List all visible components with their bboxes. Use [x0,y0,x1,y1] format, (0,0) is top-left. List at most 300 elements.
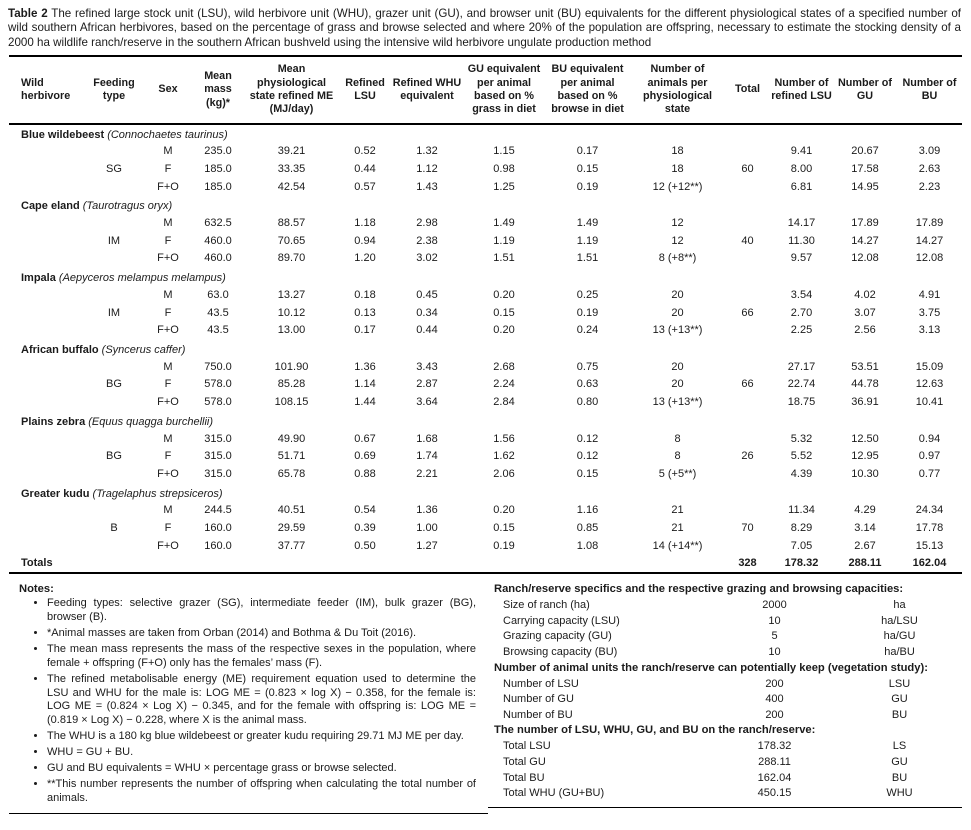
cell-bu-equivalent: 1.49 [576,217,599,230]
cell-sex: F+O [157,395,179,408]
cell-number-refined-lsu: 8.29 [790,521,813,534]
cell-sex [144,554,192,573]
physiological-state-row [9,447,962,465]
cell-gu-equivalent: 1.15 [493,145,515,158]
cell-feeding-type: SG [106,163,122,176]
cell-total [725,143,770,161]
cell-state-me: 39.21 [277,145,306,158]
cell-number-bu: 2.23 [918,180,941,193]
cell-state-me: 13.00 [277,324,306,337]
cell-feeding-type [84,465,144,483]
cell-sex: M [163,288,173,301]
cell-number-refined-lsu: 4.39 [790,467,813,480]
table-body [9,124,962,574]
physiological-state-row [9,160,962,178]
cell-animals-per-state: 21 [671,504,684,517]
ranch-info-row [494,771,962,787]
ranch-info-row [494,614,962,630]
cell-herbivore [9,286,84,304]
physiological-state-row [9,465,962,483]
cell-mean-mass: 185.0 [204,163,232,176]
cell-total [725,465,770,483]
cell-number-gu: 17.89 [851,217,879,230]
cell-animals-per-state: 8 [674,432,681,445]
cell-mean-mass: 160.0 [204,521,232,534]
cell-state-me: 65.78 [277,467,306,480]
cell-refined-lsu: 0.67 [354,432,376,445]
cell-bu-equivalent: 1.08 [576,539,599,552]
cell-total: 70 [741,521,754,534]
column-header: Mean physiological state refined ME (MJ/day) [249,63,334,116]
species-scientific-name: (Tragelaphus strepsiceros) [89,487,223,500]
totals-row [9,554,962,573]
cell-bu-equivalent: 0.24 [576,324,599,337]
cell-mean-mass: 315.0 [204,467,232,480]
species-common-name: Cape eland [21,200,80,213]
cell-number-bu: 12.63 [915,378,944,391]
cell-sex: F+O [157,539,179,552]
ranch-row-unit: ha [893,599,906,612]
cell-refined-whu [391,554,463,573]
cell-herbivore [9,465,84,483]
cell-gu-equivalent: 0.15 [493,306,515,319]
species-name-cell [9,411,962,430]
cell-state-me: 89.70 [277,252,306,265]
cell-feeding-type [84,554,144,573]
column-header: Refined WHU equivalent [392,76,462,102]
column-header: Feeding type [93,76,135,102]
cell-feeding-type [84,537,144,555]
cell-herbivore [9,447,84,465]
cell-gu-equivalent: 0.20 [493,504,515,517]
cell-refined-whu: 0.45 [416,288,438,301]
cell-number-bu: 2.63 [918,163,941,176]
cell-number-gu: 10.30 [851,467,879,480]
cell-feeding-type [84,286,144,304]
species-row [9,483,962,502]
cell-refined-lsu [339,554,391,573]
ranch-row-unit: BU [891,771,908,784]
cell-refined-lsu: 0.44 [354,163,376,176]
species-row [9,267,962,286]
ranch-section-heading: Ranch/reserve specifics and the respective grazing and browsing capacities: [494,583,904,596]
species-row [9,195,962,214]
cell-sex: F [164,378,172,391]
ranch-row-value: 10 [768,614,781,627]
cell-bu-equivalent: 1.16 [576,504,599,517]
physiological-state-row [9,143,962,161]
cell-bu-equivalent: 0.12 [576,432,599,445]
cell-herbivore [9,232,84,250]
cell-number-gu: 12.95 [851,450,879,463]
cell-sex: F [164,521,172,534]
cell-number-bu: 3.09 [918,145,941,158]
cell-mean-mass: 160.0 [204,539,232,552]
ranch-info-row [494,598,962,614]
cell-bu-equivalent: 0.80 [576,395,599,408]
cell-total: 40 [741,234,754,247]
species-name-cell [9,483,962,502]
cell-number-refined-lsu: 178.32 [784,557,819,570]
species-common-name: Impala [21,272,56,285]
cell-feeding-type [84,358,144,376]
cell-number-gu: 36.91 [851,395,879,408]
cell-total [725,250,770,268]
physiological-state-row [9,232,962,250]
cell-mean-mass: 43.5 [207,324,229,337]
cell-refined-whu: 1.36 [416,504,438,517]
cell-sex: M [163,217,173,230]
cell-animals-per-state: 13 (+13**) [652,395,703,408]
cell-feeding-type: B [110,521,118,534]
cell-state-me: 10.12 [277,306,306,319]
cell-gu-equivalent: 2.06 [493,467,515,480]
cell-feeding-type: IM [107,234,121,247]
cell-herbivore [9,160,84,178]
cell-total [725,358,770,376]
cell-animals-per-state: 20 [671,306,684,319]
cell-mean-mass: 315.0 [204,450,232,463]
cell-number-gu: 44.78 [851,378,879,391]
cell-refined-whu: 3.02 [416,252,438,265]
ranch-row-label: Total LSU [503,740,551,753]
cell-sex: M [163,360,173,373]
cell-feeding-type [84,214,144,232]
cell-bu-equivalent: 0.75 [576,360,599,373]
cell-total [725,214,770,232]
cell-total: 60 [741,163,754,176]
physiological-state-row [9,250,962,268]
physiological-state-row [9,358,962,376]
cell-number-gu: 17.58 [851,163,879,176]
cell-bu-equivalent: 0.85 [576,521,599,534]
ranch-row-label: Number of BU [503,708,573,721]
physiological-state-row [9,502,962,520]
ranch-row-label: Browsing capacity (BU) [503,646,618,659]
ranch-row-unit: ha/BU [884,646,915,659]
cell-state-me: 13.27 [277,288,306,301]
cell-number-bu: 10.41 [915,395,944,408]
species-name-cell [9,267,962,286]
ranch-row-label: Number of GU [503,693,574,706]
cell-number-gu: 20.67 [851,145,879,158]
physiological-state-row [9,321,962,339]
physiological-state-row [9,304,962,322]
ranch-row-label: Carrying capacity (LSU) [503,614,620,627]
cell-number-refined-lsu: 3.54 [790,288,813,301]
ranch-row-unit: WHU [886,787,913,800]
cell-gu-equivalent: 1.19 [493,234,515,247]
cell-feeding-type [84,430,144,448]
cell-refined-lsu: 0.50 [354,539,376,552]
cell-gu-equivalent: 1.25 [493,180,515,193]
table-caption-label: Table 2 [8,7,48,20]
cell-number-refined-lsu: 22.74 [787,378,816,391]
cell-feeding-type [84,321,144,339]
cell-refined-lsu: 0.13 [354,306,376,319]
species-scientific-name: (Syncerus caffer) [98,343,186,356]
cell-feeding-type [84,393,144,411]
cell-refined-lsu: 1.36 [354,360,376,373]
cell-number-refined-lsu: 6.81 [790,180,813,193]
cell-sex: M [163,432,173,445]
species-scientific-name: (Aepyceros melampus melampus) [55,272,226,285]
cell-number-refined-lsu: 14.17 [787,217,816,230]
cell-number-bu: 0.94 [918,432,941,445]
cell-mean-mass: 43.5 [207,306,229,319]
cell-animals-per-state: 21 [671,521,684,534]
cell-total [725,502,770,520]
cell-gu-equivalent: 0.20 [493,324,515,337]
ranch-row-label: Total WHU (GU+BU) [503,787,605,800]
cell-feeding-type [84,143,144,161]
cell-refined-whu: 1.12 [416,163,438,176]
cell-number-bu: 17.89 [915,217,944,230]
column-header: Number of refined LSU [771,76,832,102]
cell-gu-equivalent: 0.98 [493,163,515,176]
cell-mean-mass: 315.0 [204,432,232,445]
cell-herbivore [9,393,84,411]
cell-gu-equivalent: 2.68 [493,360,515,373]
physiological-state-row [9,430,962,448]
cell-number-bu: 0.77 [918,467,941,480]
physiological-state-row [9,214,962,232]
cell-total [725,321,770,339]
cell-state-me: 49.90 [277,432,306,445]
cell-number-refined-lsu: 2.70 [790,306,813,319]
cell-total: 328 [738,557,757,570]
cell-gu-equivalent: 0.15 [493,521,515,534]
table-caption [0,0,971,54]
cell-refined-whu: 1.00 [416,521,438,534]
cell-state-me [244,554,339,573]
cell-gu-equivalent: 1.62 [493,450,515,463]
note-item: • WHU = GU + BU. [47,746,478,760]
note-item: • *Animal masses are taken from Orban (2014) and Bothma & Du Toit (2016). [47,627,478,641]
species-row [9,411,962,430]
ranch-row-unit: BU [891,708,908,721]
cell-sex: F [164,450,172,463]
cell-refined-whu: 1.32 [416,145,438,158]
cell-total [725,178,770,196]
column-header: Total [735,83,760,96]
cell-number-refined-lsu: 11.34 [788,504,815,517]
cell-refined-lsu: 1.44 [354,395,376,408]
ranch-row-value: 200 [765,708,784,721]
cell-animals-per-state: 20 [671,288,684,301]
cell-number-refined-lsu: 5.32 [790,432,813,445]
cell-bu-equivalent: 1.51 [576,252,599,265]
ranch-info-row [494,645,962,661]
cell-refined-lsu: 0.88 [354,467,376,480]
species-scientific-name: (Connochaetes taurinus) [104,129,228,142]
cell-number-refined-lsu: 11.30 [788,234,815,247]
species-scientific-name: (Taurotragus oryx) [79,200,173,213]
column-header: Number of animals per physiological state [643,63,712,116]
cell-state-me: 42.54 [277,180,306,193]
ranch-row-value: 450.15 [757,787,792,800]
cell-number-bu: 24.34 [915,504,944,517]
column-header: Number of BU [902,76,957,102]
cell-state-me: 108.15 [274,395,309,408]
ranch-info-row [494,786,962,802]
species-row [9,124,962,143]
cell-number-bu: 14.27 [915,234,944,247]
note-item: • The WHU is a 180 kg blue wildebeest or greater kudu requiring 29.71 MJ ME per day. [47,730,478,744]
cell-animals-per-state: 12 [671,217,684,230]
cell-refined-whu: 2.21 [416,467,438,480]
cell-refined-lsu: 1.18 [354,217,376,230]
ranch-row-value: 162.04 [757,771,792,784]
species-name-cell [9,124,962,143]
ranch-row-unit: LS [892,740,907,753]
cell-herbivore [9,519,84,537]
species-common-name: African buffalo [21,343,99,356]
species-common-name: Greater kudu [21,487,90,500]
cell-animals-per-state: 14 (+14**) [652,539,703,552]
cell-gu-equivalent: 1.51 [493,252,515,265]
cell-total [725,430,770,448]
cell-gu-equivalent: 0.19 [493,539,515,552]
cell-animals-per-state: 20 [671,360,684,373]
cell-number-refined-lsu: 2.25 [790,324,813,337]
cell-refined-lsu: 0.18 [354,288,376,301]
cell-number-gu: 12.50 [851,432,879,445]
cell-refined-lsu: 0.54 [354,504,376,517]
cell-refined-whu: 1.74 [416,450,438,463]
cell-animals-per-state: 18 [671,145,684,158]
cell-total: 26 [741,450,754,463]
cell-state-me: 101.90 [274,360,309,373]
cell-refined-lsu: 1.14 [354,378,376,391]
species-name-cell [9,339,962,358]
cell-mean-mass [192,554,244,573]
column-header: Mean mass (kg)* [204,69,232,109]
cell-number-gu: 2.56 [854,324,876,337]
cell-gu-equivalent: 2.24 [493,378,515,391]
cell-number-gu: 4.29 [854,504,876,517]
cell-state-me: 33.35 [277,163,306,176]
physiological-state-row [9,393,962,411]
ranch-row-unit: GU [891,755,908,768]
cell-animals-per-state: 5 (+5**) [658,467,697,480]
cell-animals-per-state: 8 [674,450,681,463]
cell-herbivore [9,304,84,322]
species-name-cell [9,195,962,214]
cell-animals-per-state: 20 [671,378,684,391]
cell-animals-per-state [630,554,725,573]
cell-refined-whu: 1.43 [416,180,438,193]
cell-sex: F [164,306,172,319]
cell-sex: M [163,504,173,517]
cell-feeding-type: BG [106,450,122,463]
ranch-row-value: 10 [768,646,781,659]
column-header: Sex [158,83,178,96]
cell-state-me: 70.65 [277,234,306,247]
note-item: • GU and BU equivalents = WHU × percentage grass or browse selected. [47,762,478,776]
cell-gu-equivalent: 0.20 [493,288,515,301]
cell-number-refined-lsu: 7.05 [790,539,813,552]
column-header: Wild herbivore [21,76,71,102]
ranch-row-label: Number of LSU [503,677,579,690]
cell-refined-whu: 3.43 [416,360,438,373]
ranch-row-label: Total BU [503,771,545,784]
cell-sex: M [163,145,173,158]
notes-list [47,597,478,805]
table-header-row [9,56,962,124]
column-header: GU equivalent per animal based on % grass in diet [467,63,541,116]
cell-state-me: 88.57 [277,217,306,230]
cell-feeding-type [84,178,144,196]
ranch-row-value: 400 [765,693,784,706]
cell-sex: F+O [157,324,179,337]
cell-bu-equivalent: 0.19 [576,180,599,193]
cell-refined-lsu: 1.20 [354,252,376,265]
ranch-info-row [494,677,962,693]
cell-mean-mass: 632.5 [204,217,232,230]
cell-number-bu: 17.78 [915,521,944,534]
herbivore-stocking-table [9,55,962,574]
cell-refined-lsu: 0.39 [354,521,376,534]
cell-refined-lsu: 0.57 [354,180,376,193]
cell-state-me: 51.71 [277,450,306,463]
cell-refined-whu: 1.27 [416,539,438,552]
cell-mean-mass: 578.0 [204,378,232,391]
cell-animals-per-state: 18 [671,163,684,176]
cell-mean-mass: 244.5 [204,504,232,517]
ranch-row-unit: GU [891,693,908,706]
cell-number-refined-lsu: 27.17 [787,360,816,373]
ranch-row-value: 200 [765,677,784,690]
physiological-state-row [9,376,962,394]
cell-number-gu: 53.51 [851,360,879,373]
ranch-row-label: Total GU [503,755,546,768]
cell-bu-equivalent: 0.12 [576,450,599,463]
cell-total [725,537,770,555]
cell-total: 66 [741,306,754,319]
cell-number-bu: 0.97 [918,450,941,463]
cell-number-bu: 12.08 [915,252,944,265]
cell-sex: F+O [157,252,179,265]
cell-mean-mass: 578.0 [204,395,232,408]
cell-bu-equivalent [545,554,630,573]
cell-herbivore [9,214,84,232]
column-header: Refined LSU [345,76,385,102]
ranch-info-row [494,755,962,771]
cell-animals-per-state: 13 (+13**) [652,324,703,337]
cell-refined-lsu: 0.52 [354,145,376,158]
cell-refined-whu: 1.68 [416,432,438,445]
ranch-row-unit: ha/LSU [881,614,918,627]
cell-mean-mass: 460.0 [204,252,232,265]
ranch-section-heading: Number of animal units the ranch/reserve can potentially keep (vegetation study): [494,661,928,674]
cell-refined-whu: 2.87 [416,378,438,391]
cell-bu-equivalent: 0.15 [576,163,599,176]
totals-label: Totals [21,557,53,570]
ranch-info-row [494,739,962,755]
cell-state-me: 85.28 [277,378,306,391]
cell-sex: F+O [157,467,179,480]
cell-refined-lsu: 0.17 [354,324,376,337]
cell-total: 66 [741,378,754,391]
cell-sex: F [164,163,172,176]
species-common-name: Plains zebra [21,415,86,428]
cell-state-me: 40.51 [277,504,306,517]
cell-herbivore [9,321,84,339]
cell-number-bu: 15.09 [915,360,944,373]
cell-number-gu: 12.08 [851,252,879,265]
species-row [9,339,962,358]
